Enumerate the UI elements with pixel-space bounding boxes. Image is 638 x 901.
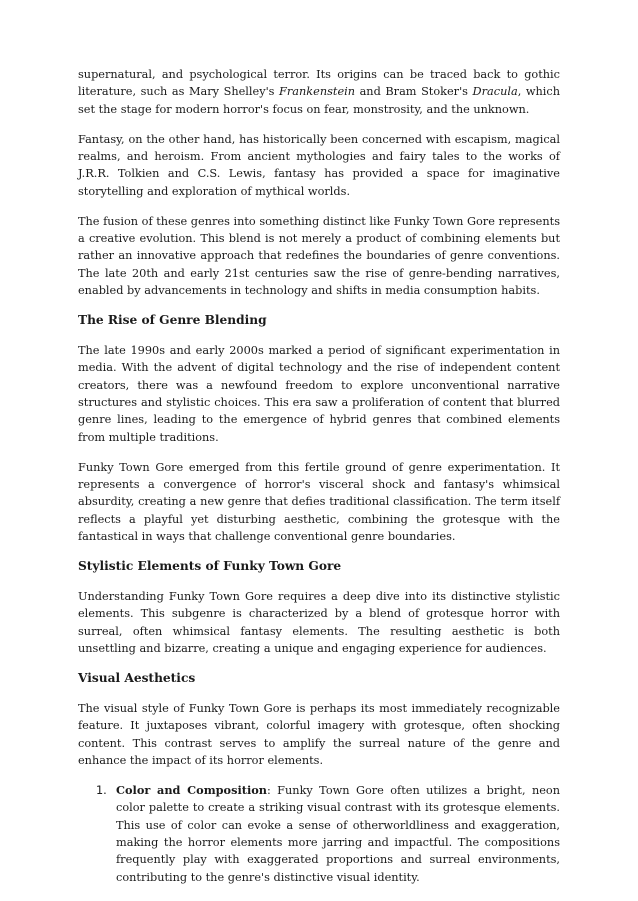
list-item-number: 1.	[96, 783, 107, 797]
text-segment: , which set the stage for modern horror's focus on fear, monstrosity, and the unknown.	[78, 85, 561, 116]
paragraph-visual-style: The visual style of Funky Town Gore is perhaps its most immediately recognizable feature. It juxtaposes vibrant, colorful imagery with grotesque, often shocking content. This contrast serves to amplify the surreal nature of the genre and enhance the impact of its horror elements.	[78, 701, 560, 767]
book-title-dracula: Dracula	[472, 85, 518, 99]
text-segment: and Bram Stoker's	[355, 85, 473, 99]
list-item-title: Color and Composition	[116, 782, 267, 797]
list-item	[78, 782, 560, 886]
heading-stylistic-elements: Stylistic Elements of Funky Town Gore	[78, 559, 342, 574]
paragraph-horror-origins	[78, 66, 560, 118]
list-item-text: : Funky Town Gore often utilizes a bright, neon color palette to create a striking visual contrast with its grotesque elements. This use of color can evoke a sense of otherworldliness and exaggeration, making the horror elements more jarring and impactful. The compositions frequently play with exaggerated proportions and surreal environments, contributing to the genre's distinctive visual identity.	[116, 783, 560, 884]
heading-visual-aesthetics: Visual Aesthetics	[78, 670, 196, 685]
book-title-frankenstein: Frankenstein	[279, 85, 356, 99]
heading-rise-of-genre-blending: The Rise of Genre Blending	[78, 313, 267, 328]
document-body	[78, 66, 560, 886]
paragraph-experimentation: The late 1990s and early 2000s marked a period of significant experimentation in media. With the advent of digital technology and the rise of independent content creators, there was a newfound freedom to explore unconventional narrative structures and stylistic choices. This era saw a proliferation of content that blurred genre lines, leading to the emergence of hybrid genres that combined elements from multiple traditions.	[78, 343, 560, 444]
paragraph-genre-fusion: The fusion of these genres into something distinct like Funky Town Gore represents a creative evolution. This blend is not merely a product of combining elements but rather an innovative approach that redefines the boundaries of genre conventions. The late 20th and early 21st centuries saw the rise of genre-bending narratives, enabled by advancements in technology and shifts in media consumption habits.	[78, 214, 560, 298]
numbered-list	[78, 782, 560, 886]
paragraph-stylistic-intro: Understanding Funky Town Gore requires a deep dive into its distinctive stylistic elements. This subgenre is characterized by a blend of grotesque horror with surreal, often whimsical fantasy elements. The resulting aesthetic is both unsettling and bizarre, creating a unique and engaging experience for audiences.	[78, 589, 560, 656]
paragraph-emergence: Funky Town Gore emerged from this fertile ground of genre experimentation. It represents a convergence of horror's visceral shock and fantasy's whimsical absurdity, creating a new genre that defies traditional classification. The term itself reflects a playful yet disturbing aesthetic, combining the grotesque with the fantastical in ways that challenge conventional genre boundaries.	[78, 460, 560, 544]
text-segment: supernatural, and psychological terror. Its origins can be traced back to gothic literature, such as Mary Shelley's	[78, 68, 560, 99]
paragraph-fantasy: Fantasy, on the other hand, has historically been concerned with escapism, magical realms, and heroism. From ancient mythologies and fairy tales to the works of J.R.R. Tolkien and C.S. Lewis, fantasy has provided a space for imaginative storytelling and exploration of mythical worlds.	[78, 132, 560, 198]
